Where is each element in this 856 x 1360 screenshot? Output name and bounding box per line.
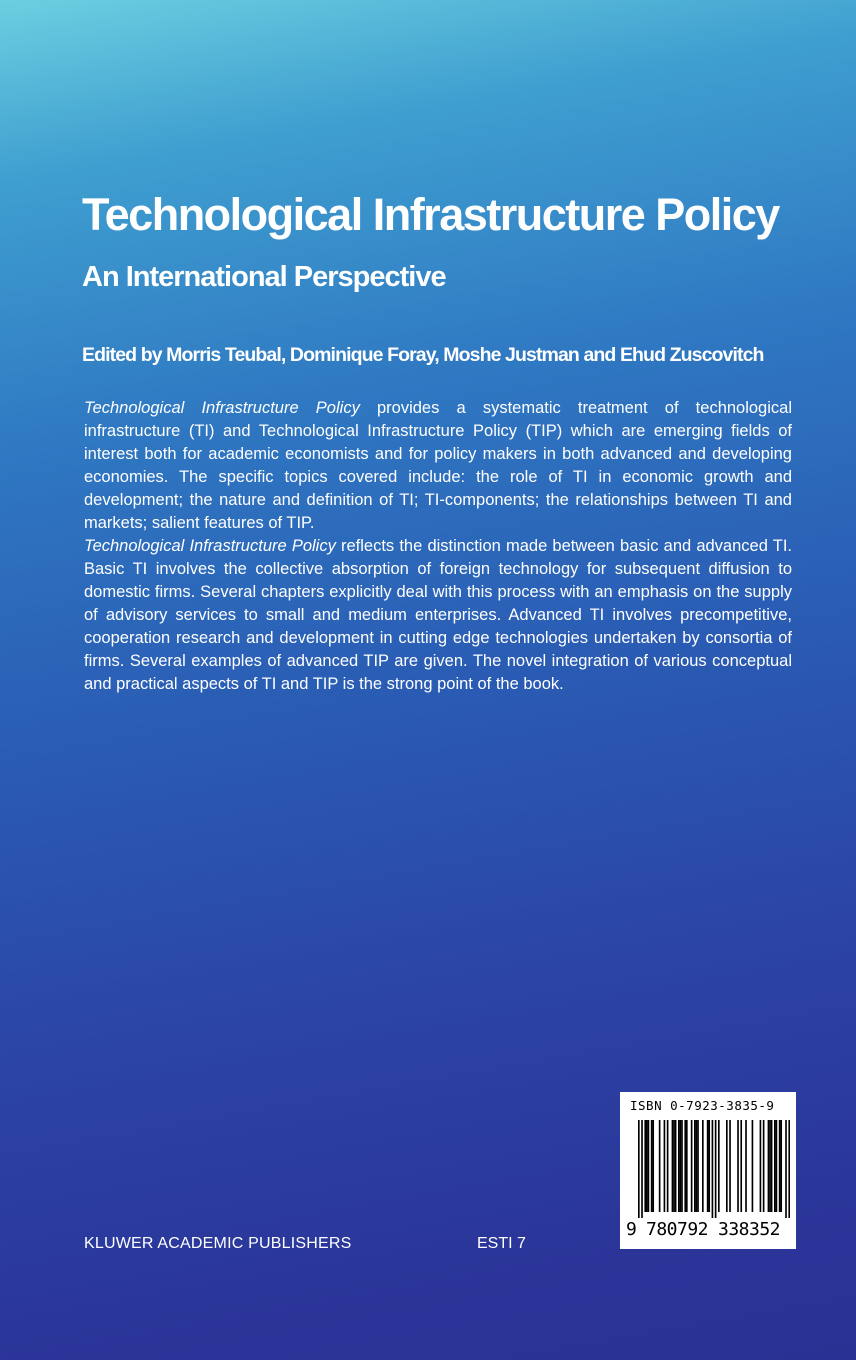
barcode-bar <box>776 1120 778 1212</box>
barcode-bar <box>675 1120 677 1212</box>
barcode-bar <box>696 1120 698 1212</box>
barcode-bar <box>686 1120 688 1212</box>
barcode-bar <box>769 1120 771 1212</box>
barcode-bar <box>641 1120 643 1218</box>
description-text-1: provides a systematic treatment of technological infrastructure (TI) and Technological Infrastructure Policy (TIP) which are emerging fields of interest both for academic economists and for policy makers in both advanced and developing economies. The specific topics covered include: the role of TI in economic growth and development; the nature and definition of TI; TI-components; the relationships between TI and markets; salient features of TIP. <box>84 399 792 532</box>
ean-right-group: 338352 <box>718 1219 781 1240</box>
barcode-bar <box>774 1120 776 1212</box>
barcode-bar <box>651 1120 653 1212</box>
barcode-bar <box>680 1120 682 1212</box>
barcode-bar <box>667 1120 669 1212</box>
barcode-bar <box>760 1120 762 1212</box>
barcode-bar <box>745 1120 747 1212</box>
description-paragraph-1 <box>84 397 792 535</box>
barcode-bar <box>729 1120 731 1212</box>
barcode-bar <box>768 1120 770 1212</box>
book-description <box>84 397 792 696</box>
barcode-bar <box>788 1120 790 1218</box>
barcode-bar <box>715 1120 717 1218</box>
description-text-2: reflects the distinction made between basic and advanced TI. Basic TI involves the collective absorption of foreign technology for subsequent diffusion to domestic firms. Several chapters explicitly deal with this process with an emphasis on the supply of advisory services to small and medium enterprises. Advanced TI involves precompetitive, cooperation research and development in cutting edge technologies undertaken by consortia of firms. Several examples of advanced TIP are given. The novel integration of various conceptual and practical aspects of TI and TIP is the strong point of the book. <box>84 537 792 693</box>
barcode-bar <box>763 1120 765 1212</box>
barcode-bar <box>648 1120 650 1212</box>
barcode-bar <box>684 1120 686 1212</box>
isbn-label: ISBN 0-7923-3835-9 <box>630 1098 775 1113</box>
barcode-bar <box>726 1120 728 1212</box>
publisher-name: KLUWER ACADEMIC PUBLISHERS <box>84 1235 352 1252</box>
barcode-bar <box>638 1120 640 1218</box>
description-title-reference-1: Technological Infrastructure Policy <box>84 399 360 417</box>
barcode-bar <box>644 1120 646 1212</box>
barcode-bar <box>678 1120 680 1212</box>
barcode-bar <box>646 1120 648 1212</box>
description-paragraph-2 <box>84 535 792 696</box>
barcode-bar <box>691 1120 693 1212</box>
barcode-bar <box>708 1120 710 1212</box>
ean-first-digit: 9 <box>626 1219 637 1240</box>
barcode-bar <box>752 1120 754 1212</box>
barcode-bar <box>771 1120 773 1212</box>
description-title-reference-2: Technological Infrastructure Policy <box>84 537 336 555</box>
barcode-bar <box>659 1120 661 1212</box>
editors-line: Edited by Morris Teubal, Dominique Foray, Moshe Justman and Ehud Zuscovitch <box>82 344 764 366</box>
barcode-bar <box>673 1120 675 1212</box>
barcode-bar <box>702 1120 704 1212</box>
barcode-bar <box>664 1120 666 1212</box>
barcode-bar <box>694 1120 696 1212</box>
barcode-bar <box>737 1120 739 1212</box>
book-subtitle: An International Perspective <box>82 261 446 293</box>
barcode-bar <box>780 1120 782 1212</box>
barcode-bar <box>718 1120 720 1212</box>
barcode-bar <box>697 1120 699 1212</box>
barcode-bar <box>672 1120 674 1212</box>
book-title: Technological Infrastructure Policy <box>82 189 779 240</box>
isbn-barcode-panel <box>620 1092 796 1249</box>
barcode-bar <box>707 1120 709 1212</box>
series-code: ESTI 7 <box>477 1235 526 1252</box>
barcode-bar <box>785 1120 787 1218</box>
barcode-bar <box>712 1120 714 1218</box>
ean-left-group: 780792 <box>646 1219 709 1240</box>
barcode-icon <box>638 1120 790 1218</box>
barcode-bar <box>779 1120 781 1212</box>
barcode-bar <box>740 1120 742 1212</box>
barcode-bar <box>652 1120 654 1212</box>
barcode-bar <box>681 1120 683 1212</box>
